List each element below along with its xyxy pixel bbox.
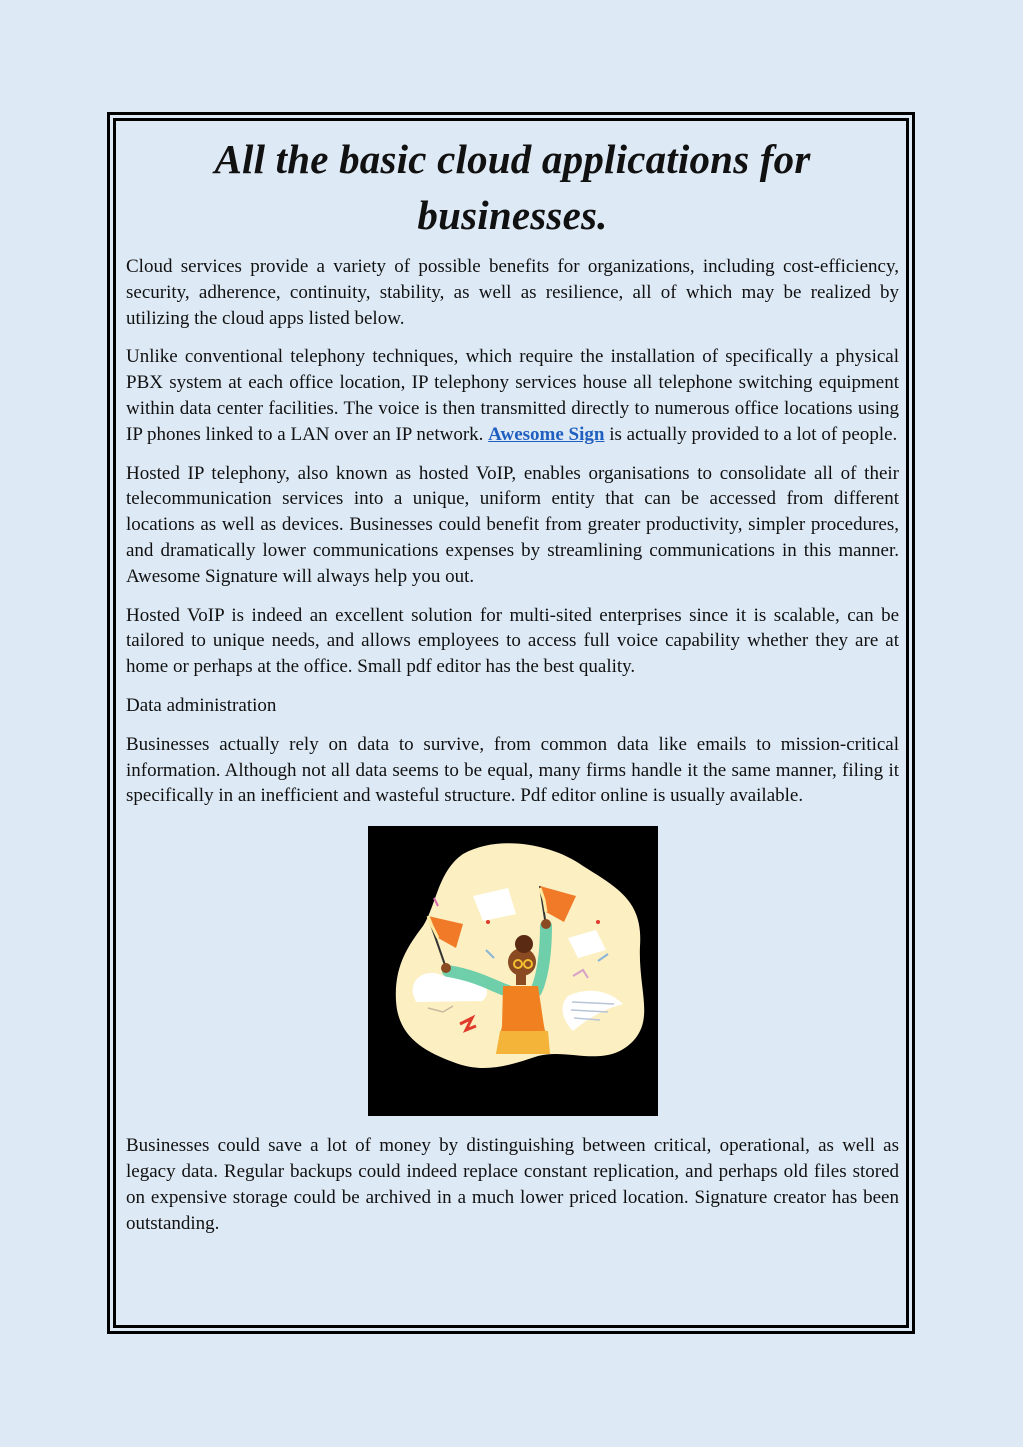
paragraph-ip-telephony-text: Unlike conventional telephony techniques, which require the installation of specifically a physical PBX system at each office location, IP telephony services house all telephone switching equipment within data center facilities. The voice is then transmitted directly to numerous office locations using IP phones linked to a LAN over an IP network. [126, 346, 899, 445]
woman-holding-flags-illustration [368, 826, 658, 1116]
document-body [126, 131, 899, 1315]
paragraph-ip-telephony [126, 344, 899, 447]
section-heading-data-administration: Data administration [126, 694, 277, 716]
paragraph-cloud-benefits: Cloud services provide a variety of possible benefits for organizations, including cost-efficiency, security, adherence, continuity, stability, as well as resilience, all of which may be realized by utilizing the cloud apps listed below. [126, 256, 899, 329]
awesome-sign-link[interactable]: Awesome Sign [488, 423, 605, 445]
paragraph-hosted-voip: Hosted IP telephony, also known as hosted VoIP, enables organisations to consolidate all of their telecommunication services into a unique, uniform entity that can be accessed from different locations as well as devices. Businesses could benefit from greater productivity, simpler procedures, and dramatically lower communications expenses by streamlining communications in this manner. Awesome Signature will always help you out. [126, 462, 899, 587]
page-border [107, 112, 915, 1334]
document-title: All the basic cloud applications for businesses. [214, 136, 811, 238]
page-border-inner [113, 118, 909, 1328]
paragraph-multi-site: Hosted VoIP is indeed an excellent solution for multi-sited enterprises since it is scalable, can be tailored to unique needs, and allows employees to access full voice capability whether they are at home or perhaps at the office. Small pdf editor has the best quality. [126, 604, 899, 678]
illustration-container [126, 826, 899, 1116]
paragraph-data-reliance: Businesses actually rely on data to survive, from common data like emails to mission-critical information. Although not all data seems to be equal, many firms handle it the same manner, filing it specifically in an inefficient and wasteful structure. Pdf editor online is usually available. [126, 733, 899, 807]
paragraph-ip-telephony-tail: is actually provided to a lot of people. [604, 423, 898, 445]
paragraph-data-savings: Businesses could save a lot of money by distinguishing between critical, operational, as well as legacy data. Regular backups could indeed replace constant replication, and perhaps old files stored on expensive storage could be archived in a much lower priced location. Signature creator has been outstanding. [126, 1135, 899, 1234]
